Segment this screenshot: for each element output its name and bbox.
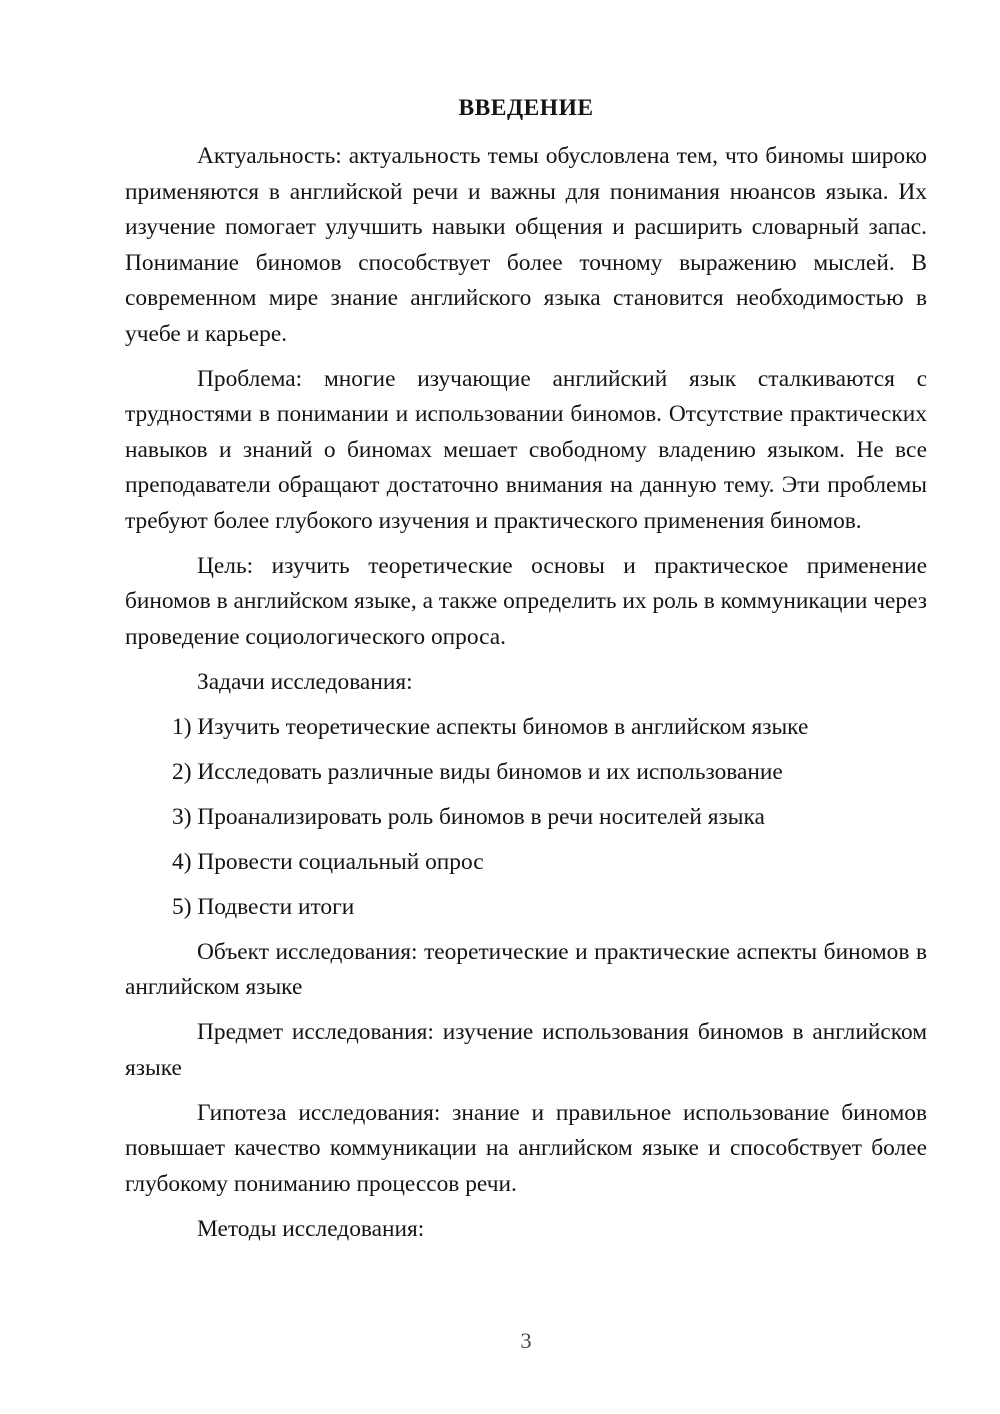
paragraph-problema: Проблема: многие изучающие английский язык сталкиваются с трудностями в понимании и использовании биномов. Отсутствие практических навыков и знаний о биномах мешает свободному владению языком. Не все преподаватели обращают достаточно внимания на данную тему. Эти проблемы требуют более глубокого изучения и практического применения биномов.	[125, 365, 927, 534]
paragraph-zadachi-header: Задачи исследования:	[197, 668, 413, 695]
task-item-4: 4) Провести социальный опрос	[172, 848, 484, 875]
page-title: ВВЕДЕНИЕ	[458, 95, 594, 121]
paragraph-metody-header: Методы исследования:	[197, 1215, 425, 1242]
task-item-5: 5) Подвести итоги	[172, 893, 355, 920]
paragraph-predmet: Предмет исследования: изучение использования биномов в английском языке	[125, 1019, 927, 1081]
task-item-2: 2) Исследовать различные виды биномов и их использование	[172, 758, 783, 785]
paragraph-gipoteza: Гипотеза исследования: знание и правильное использование биномов повышает качество коммуникации на английском языке и способствует более глубокому пониманию процессов речи.	[125, 1099, 927, 1197]
task-item-1: 1) Изучить теоретические аспекты биномов в английском языке	[172, 713, 809, 740]
paragraph-tsel: Цель: изучить теоретические основы и практическое применение биномов в английском языке, а также определить их роль в коммуникации через проведение социологического опроса.	[125, 552, 927, 650]
paragraph-obekt: Объект исследования: теоретические и практические аспекты биномов в английском языке	[125, 938, 927, 1000]
paragraph-aktualnost: Актуальность: актуальность темы обусловлена тем, что биномы широко применяются в английской речи и важны для понимания нюансов языка. Их изучение помогает улучшить навыки общения и расширить словарный запас. Понимание биномов способствует более точному выражению мыслей. В современном мире знание английского языка становится необходимостью в учебе и карьере.	[125, 143, 927, 347]
task-item-3: 3) Проанализировать роль биномов в речи носителей языка	[172, 803, 765, 830]
page-number: 3	[520, 1328, 532, 1353]
